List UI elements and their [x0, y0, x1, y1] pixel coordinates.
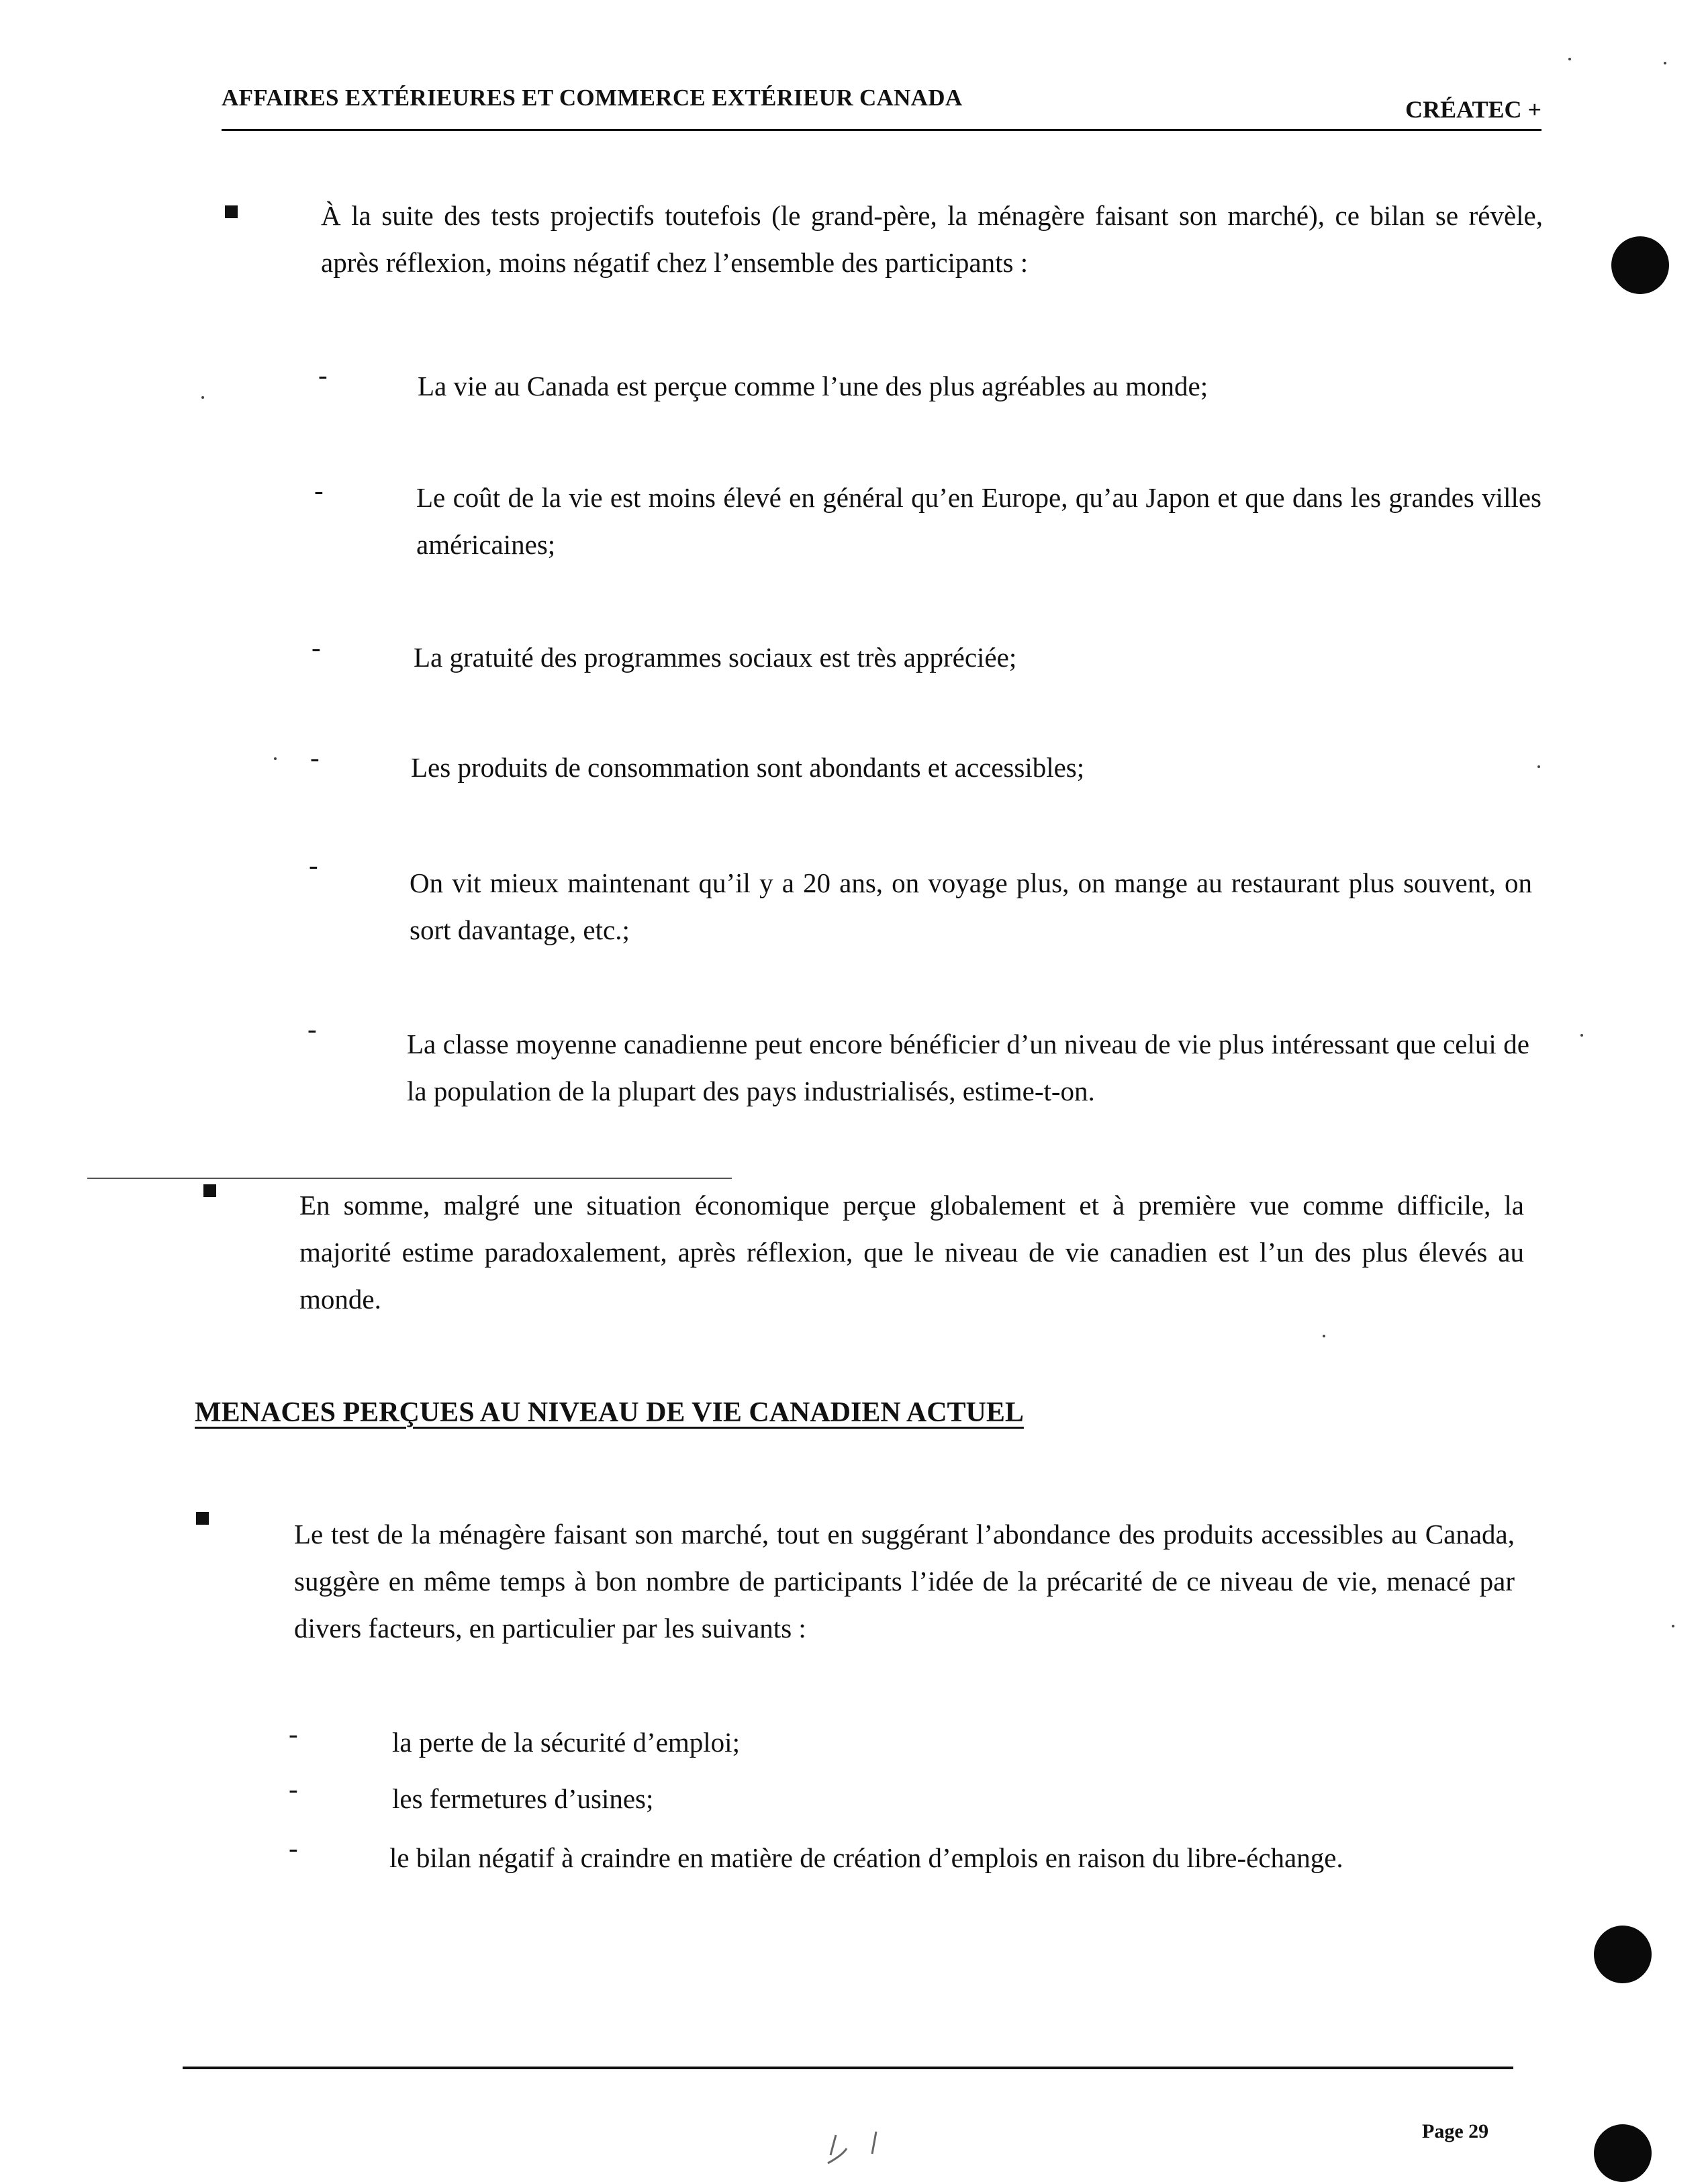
- block1-item: La vie au Canada est perçue comme l’une des plus agréables au monde;: [418, 371, 1208, 401]
- footer-rule: [183, 2067, 1513, 2069]
- square-bullet-icon: [203, 1184, 216, 1197]
- header-organization: AFFAIRES EXTÉRIEURES ET COMMERCE EXTÉRIEUR CANADA: [222, 85, 963, 111]
- block1-item: Les produits de consommation sont abondants et accessibles;: [411, 752, 1085, 783]
- dash-bullet-icon: -: [314, 475, 324, 506]
- scan-speck: [1323, 1335, 1325, 1337]
- binder-hole: [1611, 236, 1669, 294]
- scan-speck: [201, 396, 204, 399]
- square-bullet-icon: [196, 1512, 209, 1525]
- dash-bullet-icon: -: [318, 359, 328, 390]
- block3-item: le bilan négatif à craindre en matière de création d’emplois en raison du libre-échange.: [389, 1842, 1343, 1873]
- block2-text: En somme, malgré une situation économique perçue globalement et à première vue comme difficile, la majorité estime paradoxalement, après réflexion, que le niveau de vie canadien est l’un des plus élevés au monde.: [299, 1190, 1524, 1315]
- dash-bullet-icon: -: [289, 1718, 298, 1749]
- header-rule: [222, 129, 1541, 131]
- scan-speck: [1580, 1034, 1583, 1037]
- dash-bullet-icon: -: [289, 1832, 298, 1863]
- handwritten-mark: [816, 2128, 896, 2169]
- dash-bullet-icon: -: [309, 849, 318, 880]
- scan-speck: [1568, 58, 1571, 60]
- dash-bullet-icon: -: [312, 632, 321, 663]
- scan-artifact-rule: [87, 1178, 732, 1179]
- block3-item: la perte de la sécurité d’emploi;: [392, 1727, 740, 1758]
- block1-item: La classe moyenne canadienne peut encore bénéficier d’un niveau de vie plus intéressant que celui de la population de la plupart des pays industrialisés, estime-t-on.: [407, 1029, 1529, 1106]
- dash-bullet-icon: -: [289, 1773, 298, 1804]
- block1-item: Le coût de la vie est moins élevé en général qu’en Europe, qu’au Japon et que dans les grandes villes américaines;: [416, 482, 1541, 560]
- square-bullet-icon: [225, 205, 238, 218]
- binder-hole: [1594, 1926, 1652, 1983]
- section-title: MENACES PERÇUES AU NIVEAU DE VIE CANADIEN ACTUEL: [195, 1397, 1024, 1428]
- block3-item: les fermetures d’usines;: [392, 1783, 654, 1814]
- header-firm: CRÉATEC +: [1405, 96, 1541, 123]
- page-number: Page 29: [1422, 2120, 1489, 2142]
- block1-item: La gratuité des programmes sociaux est très appréciée;: [414, 642, 1017, 673]
- scan-speck: [274, 757, 277, 760]
- scan-speck: [1664, 62, 1666, 64]
- dash-bullet-icon: -: [310, 742, 320, 773]
- scan-speck: [1672, 1625, 1674, 1627]
- block3-intro: Le test de la ménagère faisant son marché, tout en suggérant l’abondance des produits accessibles au Canada, suggère en même temps à bon nombre de participants l’idée de la précarité de ce niveau de vie, menacé par divers facteurs, en particulier par les suivants :: [294, 1519, 1515, 1644]
- scan-speck: [1537, 765, 1540, 768]
- block1-intro: À la suite des tests projectifs toutefois (le grand-père, la ménagère faisant son marché), ce bilan se révèle, après réflexion, moins négatif chez l’ensemble des participants :: [321, 200, 1543, 278]
- dash-bullet-icon: -: [307, 1013, 317, 1044]
- binder-hole: [1594, 2124, 1652, 2182]
- block1-item: On vit mieux maintenant qu’il y a 20 ans, on voyage plus, on mange au restaurant plus souvent, on sort davantage, etc.;: [410, 867, 1532, 945]
